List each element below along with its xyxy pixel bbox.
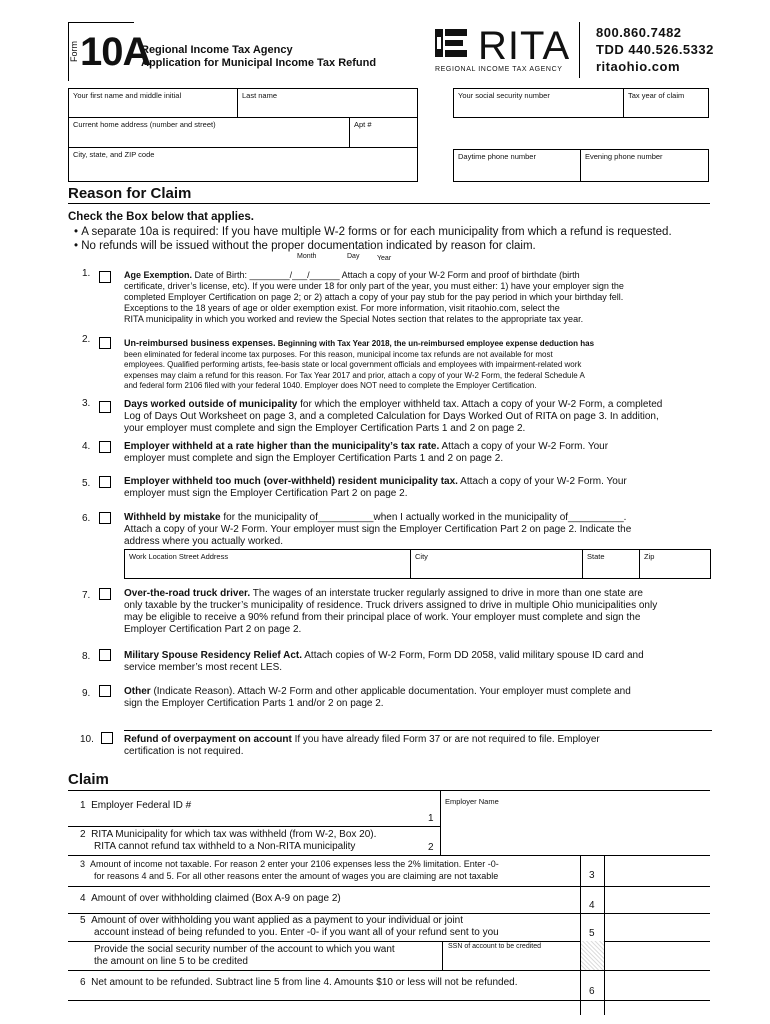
item-9-reason-line[interactable] xyxy=(124,730,712,731)
first-name-field[interactable]: Your first name and middle initial xyxy=(68,88,238,118)
item-4-num: 4. xyxy=(82,441,91,452)
claim-1-text: Employer Federal ID # xyxy=(91,800,192,811)
claim-3-text2: for reasons 4 and 5. For all other reasons enter the amount of wages you are claiming are not taxable xyxy=(94,871,499,881)
item-2-l4: expenses may claim a refund for this reason. For Tax Year 2017 and prior, attach a copy of your W-2 Form, the federal Schedule A xyxy=(124,370,585,380)
item-7-text xyxy=(124,588,744,636)
claim-line-1 xyxy=(80,800,191,812)
claim-3-num: 3 xyxy=(80,859,86,869)
item-1-checkbox[interactable] xyxy=(99,271,111,283)
item-3-num: 3. xyxy=(82,398,91,409)
claim-line-2 xyxy=(80,829,376,853)
item-4-checkbox[interactable] xyxy=(99,441,111,453)
claim-vline-3 xyxy=(604,855,605,1015)
bullet-1: • A separate 10a is required: If you have multiple W-2 forms or for each municipality from which a refund is requested. xyxy=(74,226,672,238)
item-1-num: 1. xyxy=(82,268,91,279)
claim-line-4 xyxy=(80,893,341,905)
item-9-bold: Other xyxy=(124,686,151,697)
item-6-l3: address where you actually worked. xyxy=(124,536,283,547)
item-1-text xyxy=(124,270,744,325)
agency-line: Regional Income Tax Agency xyxy=(141,44,293,56)
claim-ssn-text2: the amount on line 5 to be credited xyxy=(94,956,248,967)
item-1-l2: certificate, driver’s license, etc). If you were under 18 for only part of the year, you must either: 1) have your employer sign the xyxy=(124,281,624,291)
item-4-l2: employer must complete and sign the Employer Certification Parts 1 and 2 on page 2. xyxy=(124,453,504,464)
claim-6-box: 6 xyxy=(589,986,595,997)
claim-4-amount[interactable] xyxy=(606,888,709,912)
claim-4-text: Amount of over withholding claimed (Box A-9 on page 2) xyxy=(91,893,341,904)
claim-ssn-text: Provide the social security number of the account to which you want xyxy=(94,944,395,955)
reason-title: Reason for Claim xyxy=(68,185,192,202)
item-2-l5: and federal form 2106 filed with your federal 1040. Employer does NOT need to complete the Employer Certification. xyxy=(124,381,537,390)
apt-field[interactable]: Apt # xyxy=(349,117,418,148)
item-10-l1: If you have already filed Form 37 or are not required to file. Employer xyxy=(291,734,600,745)
employer-name-label: Employer Name xyxy=(445,797,499,806)
claim-6-text: Net amount to be refunded. Subtract line 5 from line 4. Amounts $10 or less will not be refunded. xyxy=(91,977,518,988)
claim-6-amount[interactable] xyxy=(606,972,709,999)
item-1-l1: Date of Birth: ________/___/______ Attach a copy of your W-2 Form and proof of birthdate (birth xyxy=(194,270,580,280)
ssn-credit-field[interactable] xyxy=(445,952,577,969)
claim-2-text2: RITA cannot refund tax withheld to a Non-RITA municipality xyxy=(94,841,356,852)
work-city-field[interactable]: City xyxy=(410,549,583,579)
claim-rule-7 xyxy=(68,1000,710,1001)
claim-vline-2 xyxy=(580,855,581,1015)
item-5-text xyxy=(124,476,744,500)
claim-3-text: Amount of income not taxable. For reason 2 enter your 2106 expenses less the 2% limitation. Enter -0- xyxy=(90,859,499,869)
claim-rule-5 xyxy=(68,941,710,942)
header-divider xyxy=(579,22,580,78)
item-4-bold: Employer withheld at a rate higher than the municipality’s tax rate. xyxy=(124,441,440,452)
dob-day-label: Day xyxy=(347,253,360,260)
claim-line-5 xyxy=(80,915,499,939)
item-2-l1: Beginning with Tax Year 2018, the un-reimbursed employee expense deduction has xyxy=(277,339,595,348)
claim-vline-1 xyxy=(440,790,441,855)
claim-shaded-cell xyxy=(581,941,604,970)
item-2-checkbox[interactable] xyxy=(99,337,111,349)
ssn-credit-label: SSN of account to be credited xyxy=(448,943,541,950)
claim-line-3 xyxy=(80,858,499,882)
logo-subtitle: REGIONAL INCOME TAX AGENCY xyxy=(435,66,563,73)
day-phone-field[interactable]: Daytime phone number xyxy=(453,149,581,182)
phone: 800.860.7482 xyxy=(596,25,682,40)
item-1-l4: Exceptions to the 18 years of age or older exemption exist. For more information, visit ritaohio.com, select the xyxy=(124,303,560,313)
claim-1-box: 1 xyxy=(428,813,434,824)
claim-3-amount[interactable] xyxy=(606,857,709,885)
item-7-l3: may be eligible to receive a 90% refund from their principal place of work. Your employer must complete and sign the xyxy=(124,612,641,623)
item-9-num: 9. xyxy=(82,688,91,699)
item-7-l4: Employer Certification Part 2 on page 2. xyxy=(124,624,302,635)
item-5-l1: Attach a copy of your W-2 Form. Your xyxy=(457,476,627,487)
tdd: TDD 440.526.5332 xyxy=(596,42,714,57)
item-1-bold: Age Exemption. xyxy=(124,270,193,280)
item-7-l1: The wages of an interstate trucker regularly assigned to drive in more than one state are xyxy=(250,588,643,599)
item-8-text xyxy=(124,650,744,674)
item-7-num: 7. xyxy=(82,590,91,601)
website: ritaohio.com xyxy=(596,59,681,74)
item-8-num: 8. xyxy=(82,651,91,662)
claim-3-box: 3 xyxy=(589,870,595,881)
claim-rule-1 xyxy=(68,826,440,827)
item-2-text xyxy=(124,338,744,392)
item-6-l1: for the municipality of__________when I actually worked in the municipality of__________. xyxy=(220,512,627,523)
claim-2-num: 2 xyxy=(80,829,86,840)
claim-rule-6 xyxy=(68,970,710,971)
item-3-l3: your employer must complete and sign the Employer Certification Parts 1 and 2 on page 2. xyxy=(124,423,526,434)
title-line: Application for Municipal Income Tax Refund xyxy=(141,57,377,69)
claim-6-num: 6 xyxy=(80,977,86,988)
reason-rule xyxy=(68,203,710,204)
item-3-text xyxy=(124,399,744,435)
rita-logo-icon xyxy=(433,25,473,66)
item-5-l2: employer must sign the Employer Certification Part 2 on page 2. xyxy=(124,488,408,499)
contact-block xyxy=(596,24,714,75)
item-7-checkbox[interactable] xyxy=(99,588,111,600)
claim-rule-2 xyxy=(68,855,710,856)
claim-2-box: 2 xyxy=(428,842,434,853)
address-field[interactable]: Current home address (number and street) xyxy=(68,117,350,148)
item-9-l2: sign the Employer Certification Parts 1 and/or 2 on page 2. xyxy=(124,698,384,709)
dob-year-label: Year xyxy=(377,255,392,262)
employer-name-field[interactable] xyxy=(445,808,705,826)
claim-rule-4 xyxy=(68,913,710,914)
city-field[interactable]: City, state, and ZIP code xyxy=(68,147,418,182)
claim-4-box: 4 xyxy=(589,900,595,911)
item-3-l1: for which the employer withheld tax. Attach a copy of your W-2 Form, a completed xyxy=(297,399,663,410)
item-9-l1: (Indicate Reason). Attach W-2 Form and other applicable documentation. Your employer must complete and xyxy=(150,686,631,697)
claim-vline-ssn xyxy=(442,941,443,970)
ssn-field[interactable]: Your social security number xyxy=(453,88,624,118)
evening-phone-field[interactable]: Evening phone number xyxy=(580,149,709,182)
item-1-l5: RITA municipality in which you worked and review the Special Notes section that relates to the appropriate tax year. xyxy=(124,314,584,324)
item-8-l2: service member’s most recent LES. xyxy=(124,662,283,673)
claim-title: Claim xyxy=(68,771,109,788)
item-5-bold: Employer withheld too much (over-withheld) resident municipality tax. xyxy=(124,476,458,487)
item-6-text xyxy=(124,512,744,548)
item-4-text xyxy=(124,441,744,465)
form-title xyxy=(141,44,376,70)
claim-1-num: 1 xyxy=(80,800,86,811)
item-6-bold: Withheld by mistake xyxy=(124,512,221,523)
item-3-l2: Log of Days Out Worksheet on page 3, and a completed Calculation for Days Worked Out of RITA on page 3. In addition, xyxy=(124,411,659,422)
work-street-field[interactable]: Work Location Street Address xyxy=(124,549,411,579)
item-7-bold: Over-the-road truck driver. xyxy=(124,588,251,599)
claim-line-6 xyxy=(80,977,517,989)
item-8-checkbox[interactable] xyxy=(99,649,111,661)
bullet-1-text: A separate 10a is required: If you have multiple W-2 forms or for each municipality from which a refund is requested. xyxy=(81,226,672,238)
item-10-checkbox[interactable] xyxy=(101,732,113,744)
item-9-checkbox[interactable] xyxy=(99,685,111,697)
check-heading: Check the Box below that applies. xyxy=(68,211,254,223)
item-6-num: 6. xyxy=(82,513,91,524)
claim-4-num: 4 xyxy=(80,893,86,904)
claim-5-num: 5 xyxy=(80,915,86,926)
form-label: Form xyxy=(69,41,79,62)
item-10-l2: certification is not required. xyxy=(124,746,244,757)
claim-5-text2: account instead of being refunded to you. Enter -0- if you want all of your refund sent to you xyxy=(94,927,499,938)
item-10-text xyxy=(124,734,744,758)
employer-id-field[interactable] xyxy=(210,800,420,820)
item-5-checkbox[interactable] xyxy=(99,476,111,488)
item-8-bold: Military Spouse Residency Relief Act. xyxy=(124,650,303,661)
claim-rule-top xyxy=(68,790,710,791)
item-2-l3: employees. Qualified performing artists, fee-basis state or local government officials and employees with impairment-related work xyxy=(124,360,582,369)
bullet-2: • No refunds will be issued without the proper documentation indicated by reason for claim. xyxy=(74,240,536,252)
work-state-field[interactable]: State xyxy=(582,549,640,579)
last-name-field[interactable]: Last name xyxy=(237,88,418,118)
item-3-checkbox[interactable] xyxy=(99,401,111,413)
item-8-l1: Attach copies of W-2 Form, Form DD 2058, valid military spouse ID card and xyxy=(302,650,644,661)
logo-text: RITA xyxy=(478,24,571,68)
item-2-bold: Un-reimbursed business expenses. xyxy=(124,338,276,348)
item-1-l3: completed Employer Certification on page 2; or 2) attach a copy of your pay stub for the pay period in which your birthday fell. xyxy=(124,292,624,302)
claim-5-box: 5 xyxy=(589,928,595,939)
item-6-checkbox[interactable] xyxy=(99,512,111,524)
item-2-num: 2. xyxy=(82,334,91,345)
item-4-l1: Attach a copy of your W-2 Form. Your xyxy=(439,441,609,452)
item-10-bold: Refund of overpayment on account xyxy=(124,734,292,745)
bullet-2-text: No refunds will be issued without the proper documentation indicated by reason for claim. xyxy=(81,240,536,252)
item-9-text xyxy=(124,686,744,710)
item-5-num: 5. xyxy=(82,478,91,489)
item-3-bold: Days worked outside of municipality xyxy=(124,399,298,410)
claim-2-text: RITA Municipality for which tax was withheld (from W-2, Box 20). xyxy=(91,829,377,840)
item-10-num: 10. xyxy=(80,734,94,745)
tax-year-field[interactable]: Tax year of claim xyxy=(623,88,709,118)
claim-ssn-line xyxy=(94,944,395,968)
item-2-l2: been eliminated for federal income tax purposes. For this reason, municipal income tax refunds are not available for most xyxy=(124,349,553,359)
item-6-l2: Attach a copy of your W-2 Form. Your employer must sign the Employer Certification Part 2 on page 2. Indicate the xyxy=(124,524,632,535)
item-7-l2: only taxable by the trucker’s municipality of residence. Truck drivers assigned to drive in multiple Ohio municipalities only xyxy=(124,600,658,611)
claim-5-amount[interactable] xyxy=(606,915,709,940)
claim-5-text: Amount of over withholding you want applied as a payment to your individual or joint xyxy=(91,915,464,926)
form-number: 10A xyxy=(80,30,151,74)
dob-month-label: Month xyxy=(297,253,317,260)
claim-rule-3 xyxy=(68,886,710,887)
work-zip-field[interactable]: Zip xyxy=(639,549,711,579)
